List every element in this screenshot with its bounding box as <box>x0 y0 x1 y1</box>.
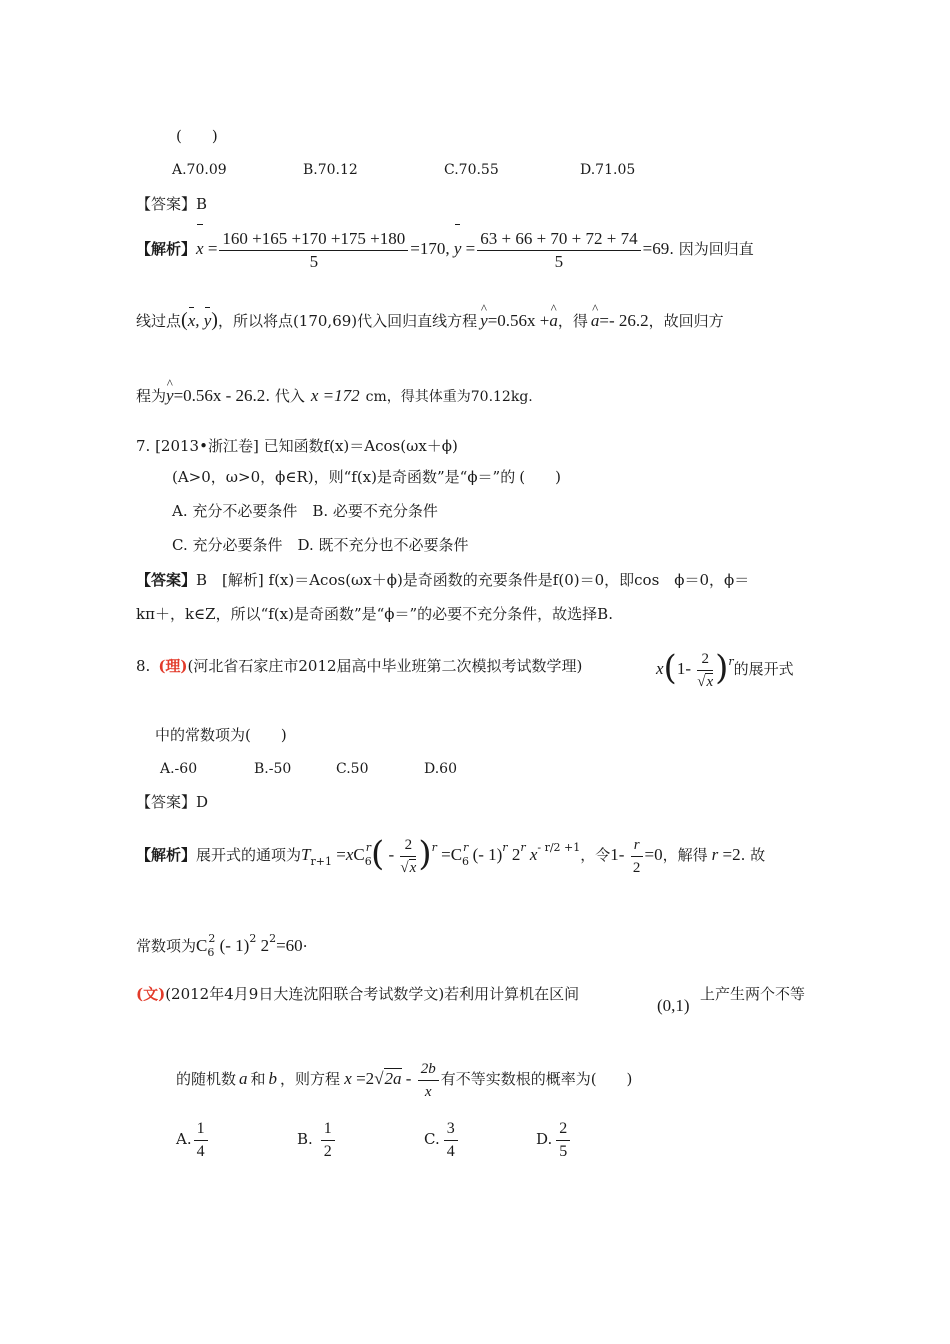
qw-stem: (文)(2012年4月9日大连沈阳联合考试数学文)若利用计算机在区间 <box>136 985 580 1003</box>
q8-constant-term: 常数项为$C_6^2$ (- 1)$^2$ $2^2=60\cdot$ <box>136 932 308 959</box>
q8-option-a: A.-60 <box>160 761 198 777</box>
q7-answer-line2: kπ＋，k∈Z，所以“f(x)是奇函数”是“ϕ＝”的必要不充分条件，故选择B. <box>136 605 613 623</box>
qw-interval: (0,1) <box>657 996 690 1015</box>
q6-analysis-line2: 线过点(x, y)，所以将点(170,69)代入回归直线方程^ y=0.56x +^ a，得^ a=- 26.2，故回归方 <box>136 308 724 333</box>
q6-answer: 【答案】B <box>136 195 208 213</box>
q6-option-d: D.71.05 <box>580 162 636 178</box>
q6-option-b: B.70.12 <box>303 162 358 178</box>
qw-line2: 的随机数 a 和 b ，则方程 x =2√2a - $\frac{2b}{x}$ 有不等实数根的概率为( ) <box>176 1056 632 1103</box>
q7-stem: 7. [2013•浙江卷] 已知函数f(x)＝Acos(ωx＋ϕ) <box>136 437 458 455</box>
q8-option-b: B.-50 <box>254 761 292 777</box>
q8-expression: x(1- $\frac{2}{√x}$ )$^r$的展开式 <box>656 648 794 690</box>
q6-analysis-line3: 程为^ y=0.56x - 26.2. 代入 x =172 cm，得其体重为70.12kg. <box>136 384 533 409</box>
q7-answer: 【答案】B [解析] f(x)＝Acos(ωx＋ϕ)是奇函数的充要条件是f(0)＝0，即cos ϕ＝0，ϕ＝ <box>136 571 750 589</box>
mean-x-fraction: $\frac{160 +165 +170 +175 +180}{5}$ <box>219 228 408 273</box>
qw-option-a: A. $\frac{1}{4}$ <box>176 1116 210 1163</box>
q8-option-c: C.50 <box>336 761 369 777</box>
qw-option-c: C. $\frac{3}{4}$ <box>424 1116 460 1163</box>
mean-x-symbol: x <box>196 226 204 272</box>
qw-stem-tail: 上产生两个不等 <box>700 985 806 1003</box>
analysis-label: 【解析】 <box>136 240 197 258</box>
mean-y-symbol: y <box>454 226 462 272</box>
q7-options-cd: C. 充分必要条件 D. 既不充分也不必要条件 <box>172 536 469 554</box>
q6-paren: ( ) <box>176 127 218 145</box>
q7-options-ab: A. 充分不必要条件 B. 必要不充分条件 <box>172 502 438 520</box>
q8-answer: 【答案】D <box>136 793 209 811</box>
qw-option-b: B. $\frac{1}{2}$ <box>297 1116 337 1163</box>
mean-y-fraction: $\frac{63 + 66 + 70 + 72 + 74}{5}$ <box>477 228 640 273</box>
q6-analysis-line1: 【解析】x = $\frac{160 +165 +170 +175 +180}{5}$ =170, y = $\frac{63 + 66 + 70 + 72 + 74}{5}$ =69. 因为回归直 <box>136 226 754 273</box>
q8-stem: 8. (理)(河北省石家庄市2012届高中毕业班第二次模拟考试数学理) <box>136 657 583 675</box>
q8-option-d: D.60 <box>424 761 457 777</box>
q7-condition: (A>0，ω>0，ϕ∈R)，则“f(x)是奇函数”是“ϕ＝”的 ( ) <box>172 468 561 486</box>
q6-option-a: A.70.09 <box>172 162 227 178</box>
q8-line2: 中的常数项为( ) <box>155 726 287 744</box>
q6-option-c: C.70.55 <box>444 162 499 178</box>
qw-option-d: D. $\frac{2}{5}$ <box>536 1116 572 1163</box>
q8-analysis: 【解析】展开式的通项为$T_{r+1} =xC_6^r$( - $\frac{2}{√x}$ )$^r =C_6^r$ (- 1)$^r$ 2$^r$ $x^{- r/2 +1}$，令1- $\frac{r}{2}$ =0，解得 r =2. 故 <box>136 834 766 876</box>
